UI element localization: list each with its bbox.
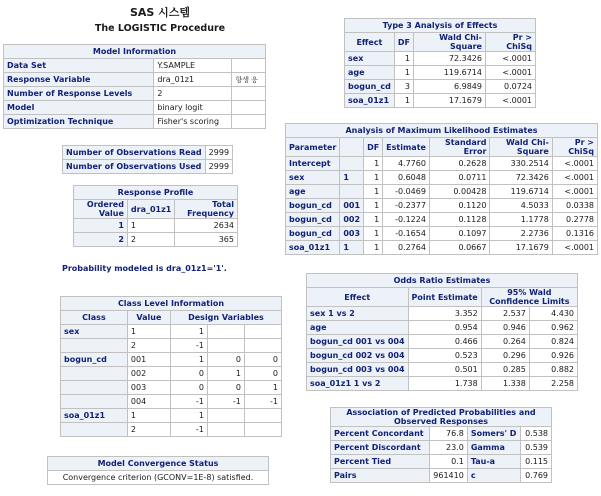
row-label: Data Set <box>4 59 154 73</box>
table-row <box>286 227 598 241</box>
cell: 1 <box>127 219 174 233</box>
cell: 1.338 <box>481 377 529 391</box>
cell: 0.954 <box>408 321 481 335</box>
table-row <box>61 339 282 353</box>
table-row <box>61 381 282 395</box>
cell: bogun_cd 001 vs 004 <box>307 335 409 349</box>
column-header: Class <box>61 311 128 325</box>
cell: sex <box>345 52 395 66</box>
cell: Tau-a <box>467 455 521 469</box>
table-row <box>345 66 536 80</box>
cell: 2.537 <box>481 307 529 321</box>
response-profile-table <box>73 185 238 247</box>
cell: 0.0724 <box>485 80 535 94</box>
column-header: Pr > ChiSq <box>485 33 535 52</box>
column-header: Parameter <box>286 138 340 157</box>
cell: bogun_cd <box>286 199 340 213</box>
cell <box>244 339 281 353</box>
cell: 0.962 <box>529 321 577 335</box>
class-level-table <box>60 296 282 437</box>
table-row <box>74 233 238 247</box>
cell: <.0001 <box>552 241 597 255</box>
cell: 0.946 <box>481 321 529 335</box>
cell: 1 <box>207 367 244 381</box>
cell: sex 1 vs 2 <box>307 307 409 321</box>
cell: 0.523 <box>408 349 481 363</box>
row-value: Fisher's scoring <box>154 115 232 129</box>
cell: 0 <box>170 367 207 381</box>
cell: <.0001 <box>485 66 535 80</box>
cell: 72.3426 <box>490 171 552 185</box>
cell <box>340 185 364 199</box>
cell: 0 <box>244 367 281 381</box>
table-row <box>307 335 578 349</box>
cell: 2 <box>127 423 170 437</box>
table-row <box>286 157 598 171</box>
cell: 0.926 <box>529 349 577 363</box>
cell: 002 <box>340 213 364 227</box>
cell: soa_01z1 <box>286 241 340 255</box>
type3-effects-table <box>344 18 536 108</box>
table-row <box>331 455 552 469</box>
row-extra: 향생 응 <box>232 73 266 87</box>
row-extra <box>232 87 266 101</box>
cell: Percent Concordant <box>331 427 430 441</box>
table-row <box>61 353 282 367</box>
cell: 0.0338 <box>552 199 597 213</box>
cell: 3.352 <box>408 307 481 321</box>
cell <box>207 409 244 423</box>
cell: <.0001 <box>552 171 597 185</box>
cell: 1 <box>364 157 383 171</box>
cell: Intercept <box>286 157 340 171</box>
cell: -1 <box>244 395 281 409</box>
cell <box>244 325 281 339</box>
cell: bogun_cd 003 vs 004 <box>307 363 409 377</box>
table-caption: Analysis of Maximum Likelihood Estimates <box>286 124 598 138</box>
cell: 002 <box>127 367 170 381</box>
cell <box>207 423 244 437</box>
table-row <box>286 185 598 199</box>
cell: soa_01z1 <box>61 409 128 423</box>
column-header: 95% Wald Confidence Limits <box>481 288 577 307</box>
row-value: binary logit <box>154 101 232 115</box>
row-extra <box>232 59 266 73</box>
cell: 0.1128 <box>429 213 489 227</box>
cell: age <box>286 185 340 199</box>
cell: Somers' D <box>467 427 521 441</box>
cell: Percent Tied <box>331 455 430 469</box>
cell: c <box>467 469 521 483</box>
cell: 4.5033 <box>490 199 552 213</box>
cell <box>61 381 128 395</box>
cell: 0.00428 <box>429 185 489 199</box>
cell: 76.8 <box>429 427 467 441</box>
cell: 0.0667 <box>429 241 489 255</box>
cell: 003 <box>127 381 170 395</box>
cell: sex <box>61 325 128 339</box>
cell <box>340 157 364 171</box>
cell: <.0001 <box>485 52 535 66</box>
cell: 0.2778 <box>552 213 597 227</box>
cell: 1 <box>74 219 128 233</box>
observations-table <box>62 145 233 174</box>
cell: 0.769 <box>521 469 552 483</box>
cell: 17.1679 <box>413 94 485 108</box>
table-row <box>307 363 578 377</box>
model-information-table <box>3 44 266 129</box>
table-row <box>4 59 266 73</box>
table-row <box>286 199 598 213</box>
cell: 0.501 <box>408 363 481 377</box>
cell: 0.2628 <box>429 157 489 171</box>
table-row <box>331 441 552 455</box>
row-label: Model <box>4 101 154 115</box>
table-row <box>307 321 578 335</box>
cell: 1 <box>170 409 207 423</box>
table-row <box>345 80 536 94</box>
cell: -0.0469 <box>383 185 430 199</box>
row-value: 2999 <box>205 146 232 160</box>
column-header: DF <box>364 138 383 157</box>
cell <box>61 423 128 437</box>
cell: 2.2736 <box>490 227 552 241</box>
cell: -1 <box>170 423 207 437</box>
row-label: Number of Response Levels <box>4 87 154 101</box>
column-header: DF <box>394 33 413 52</box>
cell <box>244 423 281 437</box>
row-value: 2999 <box>205 160 232 174</box>
cell: 1 <box>244 381 281 395</box>
column-header: Design Variables <box>170 311 281 325</box>
row-extra <box>232 115 266 129</box>
cell: age <box>345 66 395 80</box>
cell: 0 <box>207 353 244 367</box>
table-caption: Association of Predicted Probabilities and Observed Responses <box>331 408 552 427</box>
cell: 17.1679 <box>490 241 552 255</box>
cell: bogun_cd <box>61 353 128 367</box>
cell: 3 <box>394 80 413 94</box>
cell: 1 <box>364 227 383 241</box>
table-caption: Response Profile <box>74 186 238 200</box>
table-row <box>345 94 536 108</box>
table-row <box>4 101 266 115</box>
cell <box>61 367 128 381</box>
procedure-title: The LOGISTIC Procedure <box>94 23 226 34</box>
cell: bogun_cd <box>345 80 395 94</box>
cell: 2 <box>127 339 170 353</box>
row-label: Optimization Technique <box>4 115 154 129</box>
cell: Pairs <box>331 469 430 483</box>
cell: bogun_cd 002 vs 004 <box>307 349 409 363</box>
column-header: Effect <box>345 33 395 52</box>
cell: 1 <box>364 185 383 199</box>
cell: 0.539 <box>521 441 552 455</box>
row-value: dra_01z1 <box>154 73 232 87</box>
cell: 1 <box>340 171 364 185</box>
cell: -1 <box>170 339 207 353</box>
cell: age <box>307 321 409 335</box>
row-label: Response Variable <box>4 73 154 87</box>
cell: 0.466 <box>408 335 481 349</box>
cell: 1 <box>364 213 383 227</box>
table-row <box>345 52 536 66</box>
cell <box>207 325 244 339</box>
table-caption: Class Level Information <box>61 297 282 311</box>
cell <box>61 395 128 409</box>
table-row <box>63 146 233 160</box>
cell: 0 <box>170 381 207 395</box>
cell: -1 <box>170 395 207 409</box>
cell: bogun_cd <box>286 213 340 227</box>
table-caption: Model Convergence Status <box>48 457 269 471</box>
cell: 1.738 <box>408 377 481 391</box>
cell: 0.2764 <box>383 241 430 255</box>
table-row <box>4 87 266 101</box>
cell <box>61 339 128 353</box>
cell: 001 <box>127 353 170 367</box>
table-caption: Model Information <box>4 45 266 59</box>
table-row <box>4 115 266 129</box>
cell: 4.7760 <box>383 157 430 171</box>
cell: 2 <box>127 233 174 247</box>
cell: 0.6048 <box>383 171 430 185</box>
cell: 330.2514 <box>490 157 552 171</box>
table-row <box>331 469 552 483</box>
column-header: dra_01z1 <box>127 200 174 219</box>
probability-note: Probability modeled is dra_01z1='1'. <box>62 264 227 273</box>
table-row <box>307 377 578 391</box>
cell: 2634 <box>175 219 238 233</box>
convergence-text: Convergence criterion (GCONV=1E-8) satisfied. <box>48 471 269 485</box>
cell: 961410 <box>429 469 467 483</box>
row-label: Number of Observations Used <box>63 160 206 174</box>
column-header: Point Estimate <box>408 288 481 307</box>
cell: 001 <box>340 199 364 213</box>
table-row <box>61 325 282 339</box>
cell: 1.1778 <box>490 213 552 227</box>
row-extra <box>232 101 266 115</box>
table-row <box>286 171 598 185</box>
table-row <box>61 367 282 381</box>
column-header: Estimate <box>383 138 430 157</box>
table-row <box>61 409 282 423</box>
cell: 0 <box>207 381 244 395</box>
cell: 1 <box>170 325 207 339</box>
row-value: 2 <box>154 87 232 101</box>
cell: 4.430 <box>529 307 577 321</box>
cell: 6.9849 <box>413 80 485 94</box>
cell: soa_01z1 <box>345 94 395 108</box>
convergence-table <box>47 456 269 485</box>
row-value: Y.SAMPLE <box>154 59 232 73</box>
cell: 0.115 <box>521 455 552 469</box>
cell: 1 <box>127 325 170 339</box>
column-header: Total Frequency <box>175 200 238 219</box>
page-title: SAS 시스템 <box>129 6 191 19</box>
cell: 1 <box>394 66 413 80</box>
cell: 0.538 <box>521 427 552 441</box>
cell: -0.2377 <box>383 199 430 213</box>
cell: <.0001 <box>485 94 535 108</box>
cell: -0.1654 <box>383 227 430 241</box>
cell: 004 <box>127 395 170 409</box>
cell: 2.258 <box>529 377 577 391</box>
column-header: Ordered Value <box>74 200 128 219</box>
table-row <box>61 423 282 437</box>
cell: 0.264 <box>481 335 529 349</box>
table-row <box>286 241 598 255</box>
cell: <.0001 <box>552 185 597 199</box>
cell: 0.285 <box>481 363 529 377</box>
cell: 0.1 <box>429 455 467 469</box>
column-header: Pr > ChiSq <box>552 138 597 157</box>
cell: 1 <box>394 52 413 66</box>
cell: 119.6714 <box>490 185 552 199</box>
cell: 0.1316 <box>552 227 597 241</box>
table-row <box>74 219 238 233</box>
column-header: Wald Chi-Square <box>413 33 485 52</box>
table-caption: Type 3 Analysis of Effects <box>345 19 536 33</box>
mle-table <box>285 123 598 255</box>
table-row <box>4 73 266 87</box>
cell: 72.3426 <box>413 52 485 66</box>
cell: Gamma <box>467 441 521 455</box>
row-label: Number of Observations Read <box>63 146 206 160</box>
cell: 0.1097 <box>429 227 489 241</box>
cell: 0.296 <box>481 349 529 363</box>
table-row <box>307 349 578 363</box>
cell: 119.6714 <box>413 66 485 80</box>
cell: 1 <box>170 353 207 367</box>
column-header: Standard Error <box>429 138 489 157</box>
cell: 1 <box>340 241 364 255</box>
column-header <box>340 138 364 157</box>
cell: 2 <box>74 233 128 247</box>
table-row <box>63 160 233 174</box>
column-header: Wald Chi-Square <box>490 138 552 157</box>
cell: 1 <box>364 199 383 213</box>
cell: 0.882 <box>529 363 577 377</box>
cell: 1 <box>364 171 383 185</box>
column-header: Value <box>127 311 170 325</box>
cell: -1 <box>207 395 244 409</box>
cell: bogun_cd <box>286 227 340 241</box>
cell: 1 <box>127 409 170 423</box>
table-row <box>286 213 598 227</box>
cell: 0.0711 <box>429 171 489 185</box>
odds-ratio-table <box>306 273 578 391</box>
table-caption: Odds Ratio Estimates <box>307 274 578 288</box>
cell: Percent Discordant <box>331 441 430 455</box>
cell: <.0001 <box>552 157 597 171</box>
cell: 1 <box>394 94 413 108</box>
cell: soa_01z1 1 vs 2 <box>307 377 409 391</box>
cell: 0.824 <box>529 335 577 349</box>
cell: -0.1224 <box>383 213 430 227</box>
table-row <box>307 307 578 321</box>
table-row <box>61 395 282 409</box>
cell: 0.1120 <box>429 199 489 213</box>
cell: sex <box>286 171 340 185</box>
association-table <box>330 407 552 483</box>
table-row <box>331 427 552 441</box>
cell: 23.0 <box>429 441 467 455</box>
cell: 0 <box>244 353 281 367</box>
column-header: Effect <box>307 288 409 307</box>
cell: 1 <box>364 241 383 255</box>
cell <box>244 409 281 423</box>
cell <box>207 339 244 353</box>
cell: 003 <box>340 227 364 241</box>
cell: 365 <box>175 233 238 247</box>
